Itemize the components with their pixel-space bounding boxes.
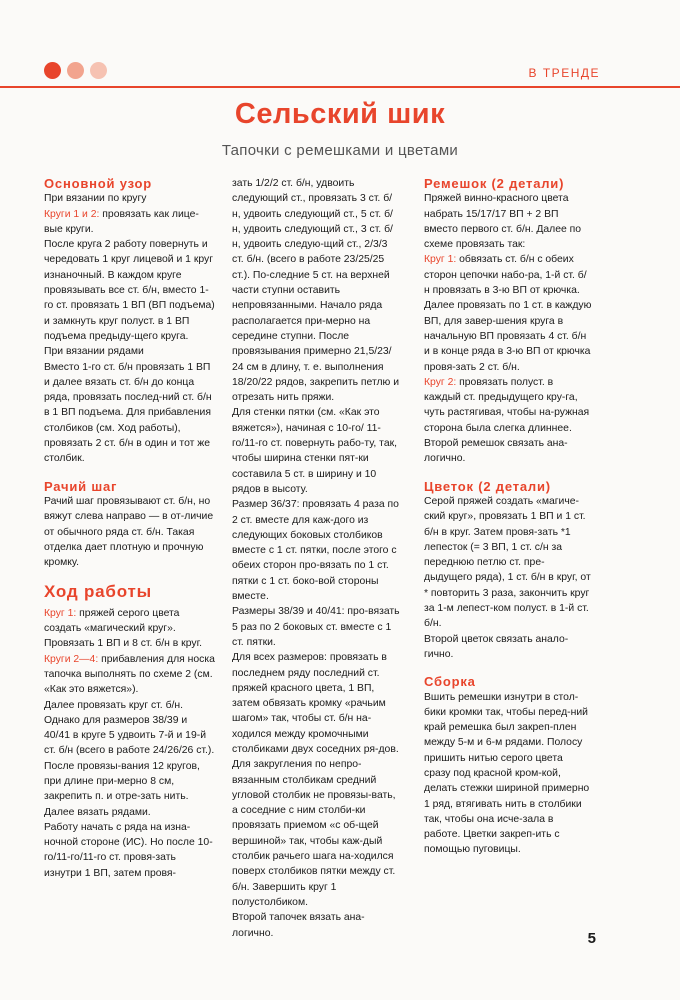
page-subtitle: Тапочки с ремешками и цветами [221, 142, 459, 159]
dot-icon [67, 62, 84, 79]
decorative-dots [44, 62, 107, 79]
paragraph-text: провязать как лице-вые круги. [44, 208, 199, 235]
dot-icon [44, 62, 61, 79]
round-label: Круг 2: [424, 376, 457, 388]
paragraph: Для всех размеров: провязать в последнем ряду последний ст. пряжей красного цвета, 1 ВП, затем обвязать кромку «рачьим шагом» так, чтобы ст. б/н на-ходился между кромочными столбиками двух соседних ря-дов. Для закругления по непро-вязанным столбикам средний угловой столбик не провязы-вать, а соседние с ним столби-ки провязать приемом «с об-щей вершиной» так, чтобы каж-дый столбик рачьего шага на-ходился поверх столбиков пятки между ст. б/н. Завершить круг 1 полустолбиком. [232, 652, 399, 908]
heading-assembly: Сборка [424, 674, 476, 690]
paragraph-text: обвязать ст. б/н с обеих сторон цепочки набо-ра, 1-й ст. б/н провязать в 3-ю ВП от крючка. Далее провязать по 1 ст. в каждую ВП, для завер-шения круга в начальную ВП провязать 4 ст. б/н и в конце ряда в 3-ю ВП от крючка провя-зать 2 ст. б/н. [424, 254, 592, 373]
paragraph: Работу начать с ряда на изна-ночной стороне (ИС). Но после 10-го/11-го/11-го ст. провя-зать изнутри 1 ВП, затем провя- [44, 821, 213, 879]
paragraph [44, 652, 216, 698]
paragraph [424, 375, 592, 436]
paragraph: Второй тапочек вязать ана-логично. [232, 912, 365, 939]
heading-flower: Цветок (2 детали) [424, 478, 551, 494]
column-1 [44, 176, 216, 881]
dot-icon [90, 62, 107, 79]
paragraph: Пряжей винно-красного цвета набрать 15/17/17 ВП + 2 ВП вместо первого ст. б/н. Далее по схеме провязать так: [424, 193, 582, 251]
paragraph [44, 606, 216, 652]
paragraph: При вязании рядами [44, 346, 144, 358]
column-3 [424, 176, 592, 858]
paragraph: Серой пряжей создать «магиче-ский круг», провязать 1 ВП и 1 ст. б/н в круг. Затем провя-зать *1 лепесток (= 3 ВП, 1 ст. с/н за переднюю петлю ст. пре-дыдущего ряда), 1 ст. б/н в круг, от * повторить 3 раза, закончить круг за 1-м лепест-ком полуст. в 1-й ст. б/н. [424, 495, 591, 630]
page-number: 5 [587, 930, 596, 947]
round-label: Круг 1: [424, 254, 457, 266]
heading-crab-stitch: Рачий шаг [44, 478, 118, 494]
header-rule [0, 86, 680, 88]
page-title: Сельский шик [234, 98, 446, 130]
paragraph: Рачий шаг провязывают ст. б/н, но вяжут слева направо — в от-личие от обычного ряда ст. б/н. Такая отделка дает плотную и прочную кромку. [44, 495, 214, 569]
paragraph-text: провязать полуст. в каждый ст. предыдущего кру-га, чуть растягивая, чтобы на-ружная сторона была слегка длиннее. [424, 376, 590, 434]
paragraph: Второй ремешок связать ана-логично. [424, 438, 568, 465]
paragraph: Второй цветок связать анало-гично. [424, 633, 569, 660]
round-label: Круг 1: [44, 607, 77, 619]
paragraph: После круга 2 работу повернуть и чередовать 1 круг лицевой и 1 круг изнаночный. В каждом круге провязывать все ст. б/н, вместо 1-го ст. провязать 1 ВП (ВП подъема) и замкнуть круг полуст. в 1 ВП подъема предыду-щего круга. [44, 239, 215, 342]
paragraph-text: пряжей серого цвета создать «магический круг». Провязать 1 ВП и 8 ст. б/н в круг. [44, 607, 202, 650]
paragraph: Далее вязать рядами. [44, 806, 151, 818]
paragraph: Далее провязать круг ст. б/н. Однако для размеров 38/39 и 40/41 в круге 5 удвоить 7-й и 19-й ст. б/н (всего в работе 24/26/26 ст.). После провязы-вания 12 кругов, при длине при-мерно 8 см, закрепить п. и отре-зать нить. [44, 699, 215, 803]
paragraph: При вязании по кругу [44, 193, 147, 205]
paragraph [44, 207, 216, 238]
heading-work-progress: Ход работы [44, 582, 152, 602]
round-label: Круги 2—4: [44, 653, 99, 665]
heading-basic-pattern: Основной узор [44, 176, 153, 191]
paragraph [424, 252, 592, 374]
round-label: Круги 1 и 2: [44, 208, 100, 220]
paragraph-text: прибавления для носка тапочка выполнять по схеме 2 (см. «Как это вяжется»). [44, 653, 215, 696]
paragraph: Вшить ремешки изнутри в стол-бики кромки так, чтобы перед-ний край ремешка был закреп-плен между 5-м и 6-м рядами. Полосу пришить нитью серого цвета сразу под красной кром-кой, делать стежки шириной примерно 1 ряд, втягивать нить в столбики так, чтобы она исче-зала в работе. Цветки закреп-ить с помощью пуговицы. [424, 691, 590, 856]
paragraph: Для стенки пятки (см. «Как это вяжется»), начиная с 10-го/ 11-го/11-го ст. повернуть рабо-ту, так, чтобы ширина стенки пят-ки составила 5 ст. в ширину и 10 рядов в высоту. [232, 407, 398, 495]
paragraph: Вместо 1-го ст. б/н провязать 1 ВП и далее вязать ст. б/н до конца ряда, провязать послед-ний ст. б/н в 1 ВП подъема. Для прибавления столбиков (см. Ход работы), провязать 2 ст. б/н в один и тот же столбик. [44, 361, 212, 465]
column-2 [232, 176, 400, 941]
paragraph: Размер 36/37: провязать 4 раза по 2 ст. вместе для каж-дого из следующих боковых столбиков вместе с 1 ст. пятки, после этого с обеих сторон про-вязать по 1 ст. пятки с 1 ст. боко-вой стороны вместе. [232, 499, 399, 603]
paragraph: зать 1/2/2 ст. б/н, удвоить следующий ст., провязать 3 ст. б/н, удвоить следующий ст., 5 ст. б/н, удвоить следующий ст., 3 ст. б/н, удвоить следую-щий ст., 2/3/3 ст. б/н. (всего в работе 23/25/25 ст.). По-следние 5 ст. на верхней части ступни оставить непровязанными. Начало ряда располагается при-мерно на середине ступни. После провязывания примерно 21,5/23/ 24 см в длину, т. е. выполнения 18/20/22 рядов, закрепить петлю и отрезать нить пряжи. [232, 178, 400, 404]
heading-strap: Ремешок (2 детали) [424, 176, 565, 191]
section-tag: В ТРЕНДЕ [528, 66, 600, 80]
paragraph: Размеры 38/39 и 40/41: про-вязать 5 раз по 2 боковых ст. вместе с 1 ст. пятки. [232, 606, 400, 648]
